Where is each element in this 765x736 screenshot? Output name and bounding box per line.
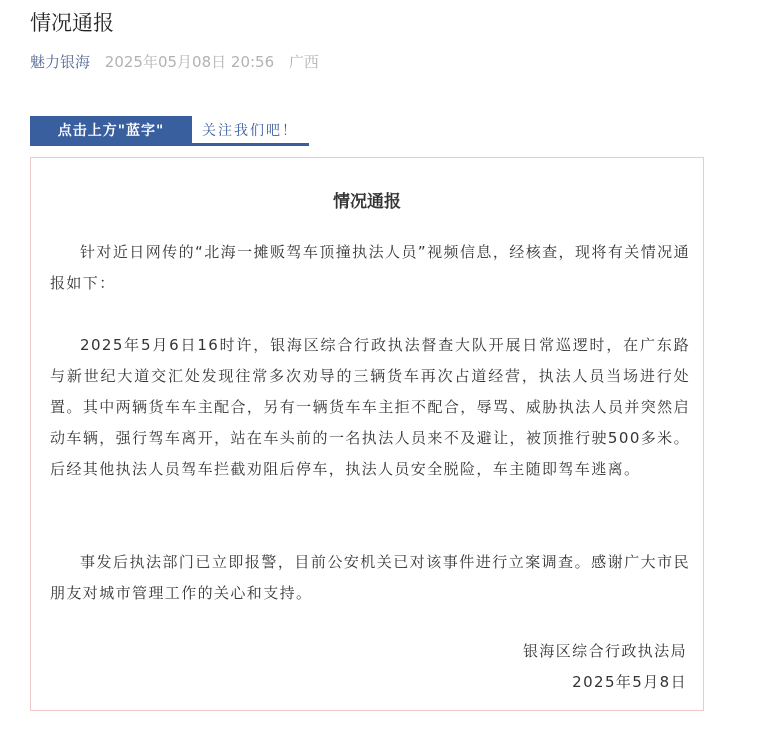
signature-date: 2025年5月8日 [572, 673, 687, 691]
publish-location: 广西 [288, 53, 319, 71]
publish-time: 2025年05月08日 20:56 [104, 53, 275, 71]
signature-organization: 银海区综合行政执法局 [522, 642, 687, 660]
follow-banner-button[interactable]: 点击上方"蓝字" [30, 116, 192, 146]
notice-paragraph: 事发后执法部门已立即报警，目前公安机关已对该事件进行立案调查。感谢广大市民朋友对城市管理工作的关心和支持。 [50, 553, 690, 602]
article-title: 情况通报 [30, 11, 114, 35]
notice-heading: 情况通报 [333, 192, 401, 212]
notice-paragraph: 针对近日网传的“北海一摊贩驾车顶撞执法人员”视频信息，经核查，现将有关情况通报如下： [50, 243, 690, 292]
notice-box [30, 157, 704, 711]
account-name-link[interactable]: 魅力银海 [30, 53, 91, 71]
follow-banner-text: 关注我们吧！ [202, 123, 298, 139]
notice-paragraph: 2025年5月6日16时许，银海区综合行政执法督查大队开展日常巡逻时，在广东路与新世纪大道交汇处发现往常多次劝导的三辆货车再次占道经营，执法人员当场进行处置。其中两辆货车车主配合，另有一辆货车车主拒不配合，辱骂、威胁执法人员并突然启动车辆，强行驾车离开，站在车头前的一名执法人员来不及避让，被顶推行驶500多米。后经其他执法人员驾车拦截劝阻后停车，执法人员安全脱险，车主随即驾车逃离。 [50, 336, 690, 478]
follow-banner-underline [192, 143, 309, 146]
follow-banner[interactable] [30, 116, 309, 146]
article-meta [30, 52, 319, 72]
